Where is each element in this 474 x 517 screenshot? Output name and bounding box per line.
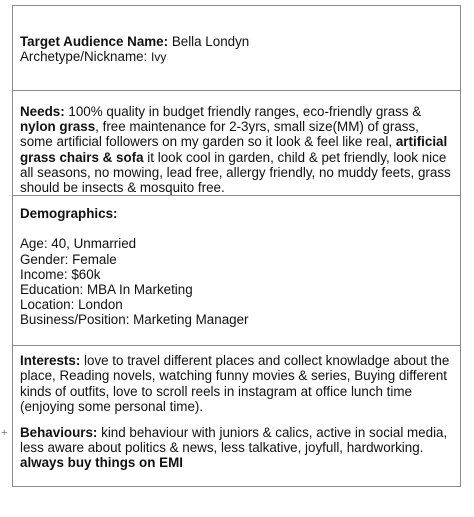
needs-text-1: 100% quality in budget friendly ranges, eco-friendly grass & <box>68 104 422 119</box>
add-row-icon[interactable]: + <box>1 427 8 439</box>
demographics-cell[interactable] <box>13 196 461 346</box>
persona-table <box>12 5 461 487</box>
demographics-row <box>13 196 461 346</box>
demographics-age: Age: 40, Unmarried <box>20 236 137 252</box>
demographics-gender: Gender: Female <box>20 251 117 267</box>
behaviours-bold-line: always buy things on EMI <box>20 455 183 471</box>
interests-behaviours-row <box>13 346 461 487</box>
audience-name-value: Bella Londyn <box>171 34 250 49</box>
needs-label: Needs: <box>20 104 65 119</box>
demographics-education: Education: MBA In Marketing <box>20 282 193 298</box>
needs-row <box>13 91 461 196</box>
audience-name-line <box>20 34 453 49</box>
audience-name-label: Target Audience Name: <box>20 34 169 49</box>
interests-label: Interests: <box>20 353 81 369</box>
demographics-position: Business/Position: Marketing Manager <box>20 312 249 328</box>
interests-paragraph <box>20 353 453 414</box>
behaviours-paragraph <box>20 425 453 455</box>
archetype-label: Archetype/Nickname: <box>20 49 148 65</box>
needs-paragraph <box>20 104 453 195</box>
needs-cell[interactable] <box>13 91 461 196</box>
audience-row <box>13 6 461 91</box>
archetype-value: Ivy <box>151 50 167 65</box>
behaviours-label: Behaviours: <box>20 425 98 441</box>
demographics-label: Demographics: <box>20 206 118 222</box>
demographics-location: Location: London <box>20 297 123 313</box>
behaviours-text: kind behaviour with juniors & calics, active in social media, less aware about politics & news, less talkative, joyfull, hardworking. <box>20 425 448 456</box>
archetype-line <box>20 49 453 65</box>
demographics-income: Income: $60k <box>20 266 101 282</box>
demographics-spacer <box>20 221 453 236</box>
interests-spacer <box>20 414 453 425</box>
needs-text-3: it look cool in garden, child & pet friendly, look nice all seasons, no mowing, lead free, allergy friendly, no muddy feets, grass should be insects & mosquito free. <box>20 149 451 196</box>
needs-bold-2: artificial grass chairs & sofa <box>20 134 448 165</box>
audience-cell[interactable] <box>13 6 461 91</box>
interests-text: love to travel different places and collect knowladge about the place, Reading novels, watching funny movies & series, Buying different kinds of outfits, love to scroll reels in instagram at office lunch time (enjoying some personal time). <box>20 353 450 414</box>
interests-behaviours-cell[interactable] <box>13 346 461 487</box>
needs-bold-1: nylon grass <box>20 119 96 135</box>
needs-text-2: , free maintenance for 2-3yrs, small size(MM) of grass, some artificial followers on my garden so it look & feel like real, <box>20 119 419 150</box>
